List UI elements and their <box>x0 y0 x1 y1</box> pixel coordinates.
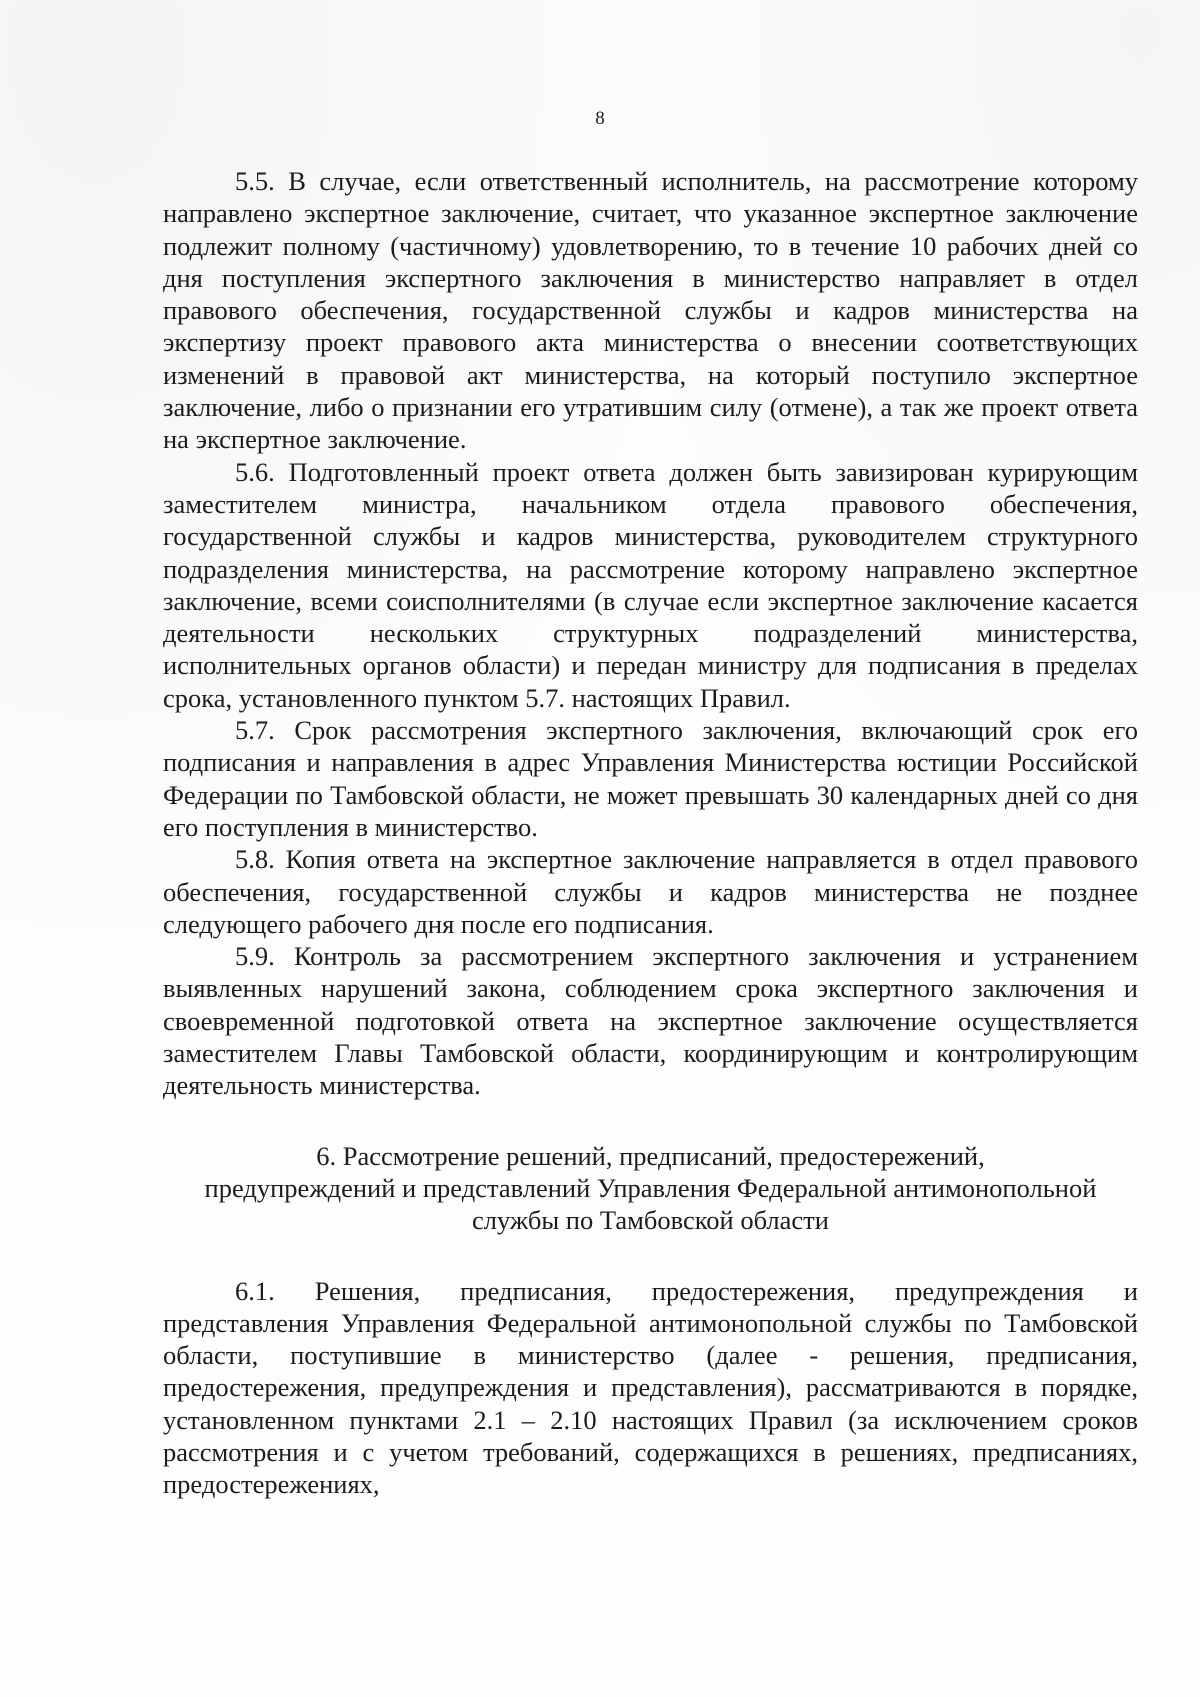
paragraph-5-6: 5.6. Подготовленный проект ответа должен быть завизирован курирующим заместителем министра, начальником отдела правового обеспечения, государственной службы и кадров министерства, руководителем структурного подразделения министерства, на рассмотрение которому направлено экспертное заключение, всеми соисполнителями (в случае если экспертное заключение касается деятельности нескольких структурных подразделений министерства, исполнительных органов области) и передан министру для подписания в пределах срока, установленного пунктом 5.7. настоящих Правил. <box>163 456 1138 713</box>
page-number: 8 <box>595 108 605 129</box>
heading-line: службы по Тамбовской области <box>472 1205 829 1236</box>
section-6-heading <box>163 1140 1138 1237</box>
heading-line: 6. Рассмотрение решений, предписаний, предостережений, <box>316 1140 985 1171</box>
paragraph-5-7: 5.7. Срок рассмотрения экспертного заключения, включающий срок его подписания и направления в адрес Управления Министерства юстиции Российской Федерации по Тамбовской области, не может превышать 30 календарных дней со дня его поступления в министерство. <box>163 715 1138 842</box>
paragraph-5-5: 5.5. В случае, если ответственный исполнитель, на рассмотрение которому направлено экспертное заключение, считает, что указанное экспертное заключение подлежит полному (частичному) удовлетворению, то в течение 10 рабочих дней со дня поступления экспертного заключения в министерство направляет в отдел правового обеспечения, государственной службы и кадров министерства на экспертизу проект правового акта министерства о внесении соответствующих изменений в правовой акт министерства, на который поступило экспертное заключение, либо о признании его утратившим силу (отмене), а так же проект ответа на экспертное заключение. <box>163 166 1138 455</box>
paragraph-5-9: 5.9. Контроль за рассмотрением экспертного заключения и устранением выявленных нарушений закона, соблюдением срока экспертного заключения и своевременной подготовкой ответа на экспертное заключение осуществляется заместителем Главы Тамбовской области, координирующим и контролирующим деятельность министерства. <box>163 941 1138 1101</box>
paragraph-5-8: 5.8. Копия ответа на экспертное заключение направляется в отдел правового обеспечения, государственной службы и кадров министерства не позднее следующего рабочего дня после его подписания. <box>163 844 1138 939</box>
heading-line: предупреждений и представлений Управления Федеральной антимонопольной <box>204 1172 1097 1203</box>
document-body <box>163 165 1138 1501</box>
paragraph-6-1: 6.1. Решения, предписания, предостережения, предупреждения и представления Управления Федеральной антимонопольной службы по Тамбовской области, поступившие в министерство (далее - решения, предписания, предостережения, предупреждения и представления), рассматриваются в порядке, установленном пунктами 2.1 – 2.10 настоящих Правил (за исключением сроков рассмотрения и с учетом требований, содержащихся в решениях, предписаниях, предостережениях, <box>163 1275 1138 1500</box>
